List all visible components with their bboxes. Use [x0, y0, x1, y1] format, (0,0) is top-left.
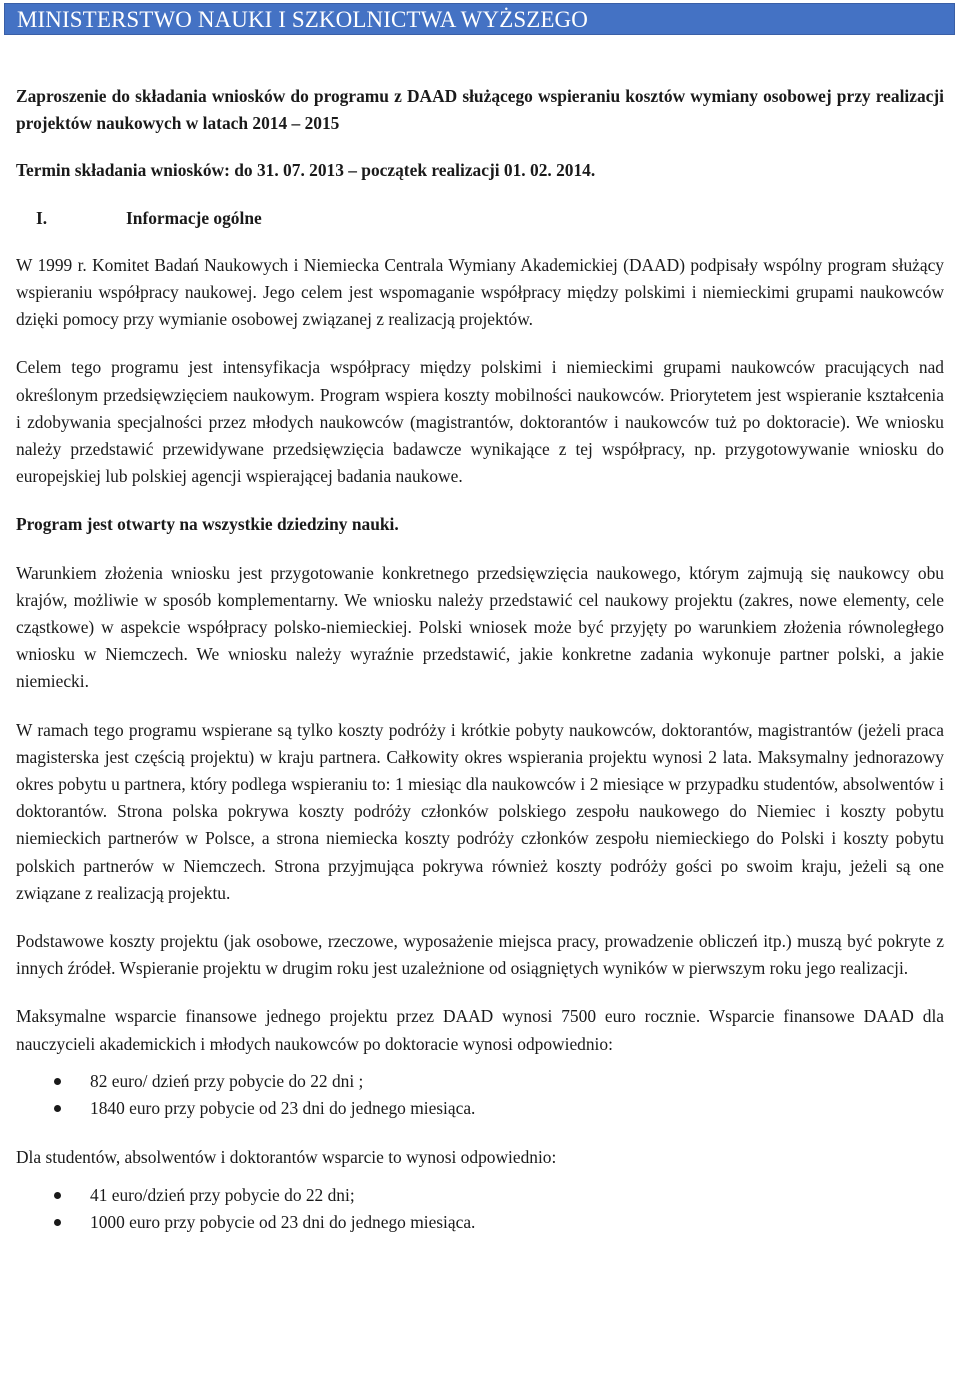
paragraph-intro: W 1999 r. Komitet Badań Naukowych i Niemiecka Centrala Wymiany Akademickiej (DAAD) podpisały wspólny program służący wspieraniu współpracy naukowej. Jego celem jest wspomaganie współpracy między polskimi i niemieckimi grupami naukowców dzięki pomocy przy wymianie osobowej związanej z realizacją projektów. — [16, 254, 944, 330]
section-heading — [16, 205, 944, 232]
ministry-banner — [4, 3, 955, 35]
list-item: 41 euro/dzień przy pobycie do 22 dni; — [16, 1182, 944, 1209]
bullet-icon — [54, 1105, 61, 1112]
document-body — [16, 83, 944, 1258]
paragraph-costs: W ramach tego programu wspierane są tylko koszty podróży i krótkie pobyty naukowców, doktorantów, magistrantów (jeżeli praca magisterska jest częścią projektu) w kraju partnera. Całkowity okres wspierania projektu wynosi 2 lata. Maksymalny jednorazowy okres pobytu u partnera, który podlega wspieraniu to: 1 miesiąc dla naukowców i 2 miesiące w przypadku studentów, absolwentów i doktorantów. Strona polska pokrywa koszty podróży członków polskiego zespołu naukowego do Niemiec i koszty pobytu niemieckich partnerów w Polsce, a strona niemiecka koszty podróży członków zespołu niemieckiego do Polski i koszty pobytu polskich partnerów w Niemczech. Strona przyjmująca pokrywa również koszty podróży gości po swoim kraju, jeżeli są one związane z realizacją projektu. — [16, 719, 944, 903]
bullet-icon — [54, 1078, 61, 1085]
section-number: I. — [36, 207, 48, 228]
list-item: 1000 euro przy pobycie od 23 dni do jednego miesiąca. — [16, 1209, 944, 1236]
ministry-title: MINISTERSTWO NAUKI I SZKOLNICTWA WYŻSZEGO — [17, 7, 588, 32]
open-program-note: Program jest otwarty na wszystkie dziedziny nauki. — [16, 514, 399, 535]
document-subtitle: Zaproszenie do składania wniosków do programu z DAAD służącego wspieraniu kosztów wymiany osobowej przy realizacji projektów naukowych w latach 2014 – 2015 — [16, 86, 944, 134]
section-title: Informacje ogólne — [126, 207, 262, 228]
scientist-rates-list — [16, 1068, 944, 1122]
paragraph-goals: Celem tego programu jest intensyfikacja współpracy między polskimi i niemieckimi grupami naukowców pracujących nad określonym przedsięwzięciem naukowym. Program wspiera koszty mobilności naukowców. Priorytetem jest wspieranie kształcenia i zdobywania specjalności przez młodych naukowców (magistrantów, doktorantów i naukowców tuż po doktoracie). We wniosku należy przedstawić przewidywane przedsięwzięcia badawcze wynikające z tej współpracy, np. przygotowywanie wniosku do europejskiej lub polskiej agencji wspierającej badania naukowe. — [16, 357, 944, 487]
list-item: 82 euro/ dzień przy pobycie do 22 dni ; — [16, 1068, 944, 1095]
paragraph-conditions: Warunkiem złożenia wniosku jest przygotowanie konkretnego przedsięwzięcia naukowego, którym zajmują się naukowcy obu krajów, możliwie w sposób komplementarny. We wniosku należy przedstawić cel naukowy projektu (zakres, nowe elementy, cele cząstkowe) w aspekcie współpracy polsko-niemieckiej. Polski wniosek może być przyjęty po warunkiem złożenia równoległego wniosku w Niemczech. We wniosku należy wyraźnie przedstawić, jakie konkretne zadania wykonuje partner polski, a jakie niemiecki. — [16, 562, 944, 692]
bullet-icon — [54, 1219, 61, 1226]
bullet-icon — [54, 1192, 61, 1199]
deadline-line: Termin składania wniosków: do 31. 07. 2013 – początek realizacji 01. 02. 2014. — [16, 160, 596, 181]
paragraph-basic-costs: Podstawowe koszty projektu (jak osobowe, rzeczowe, wyposażenie miejsca pracy, prowadzenie obliczeń itp.) muszą być pokryte z innych źródeł. Wspieranie projektu w drugim roku jest uzależnione od osiągniętych wyników w pierwszym roku jego realizacji. — [16, 931, 944, 979]
students-intro: Dla studentów, absolwentów i doktorantów wsparcie to wynosi odpowiednio: — [16, 1147, 557, 1168]
student-rates-list — [16, 1182, 944, 1236]
list-item: 1840 euro przy pobycie od 23 dni do jednego miesiąca. — [16, 1095, 944, 1122]
paragraph-max-support: Maksymalne wsparcie finansowe jednego projektu przez DAAD wynosi 7500 euro rocznie. Wsparcie finansowe DAAD dla nauczycieli akademickich i młodych naukowców po doktoracie wynosi odpowiednio: — [16, 1006, 944, 1054]
